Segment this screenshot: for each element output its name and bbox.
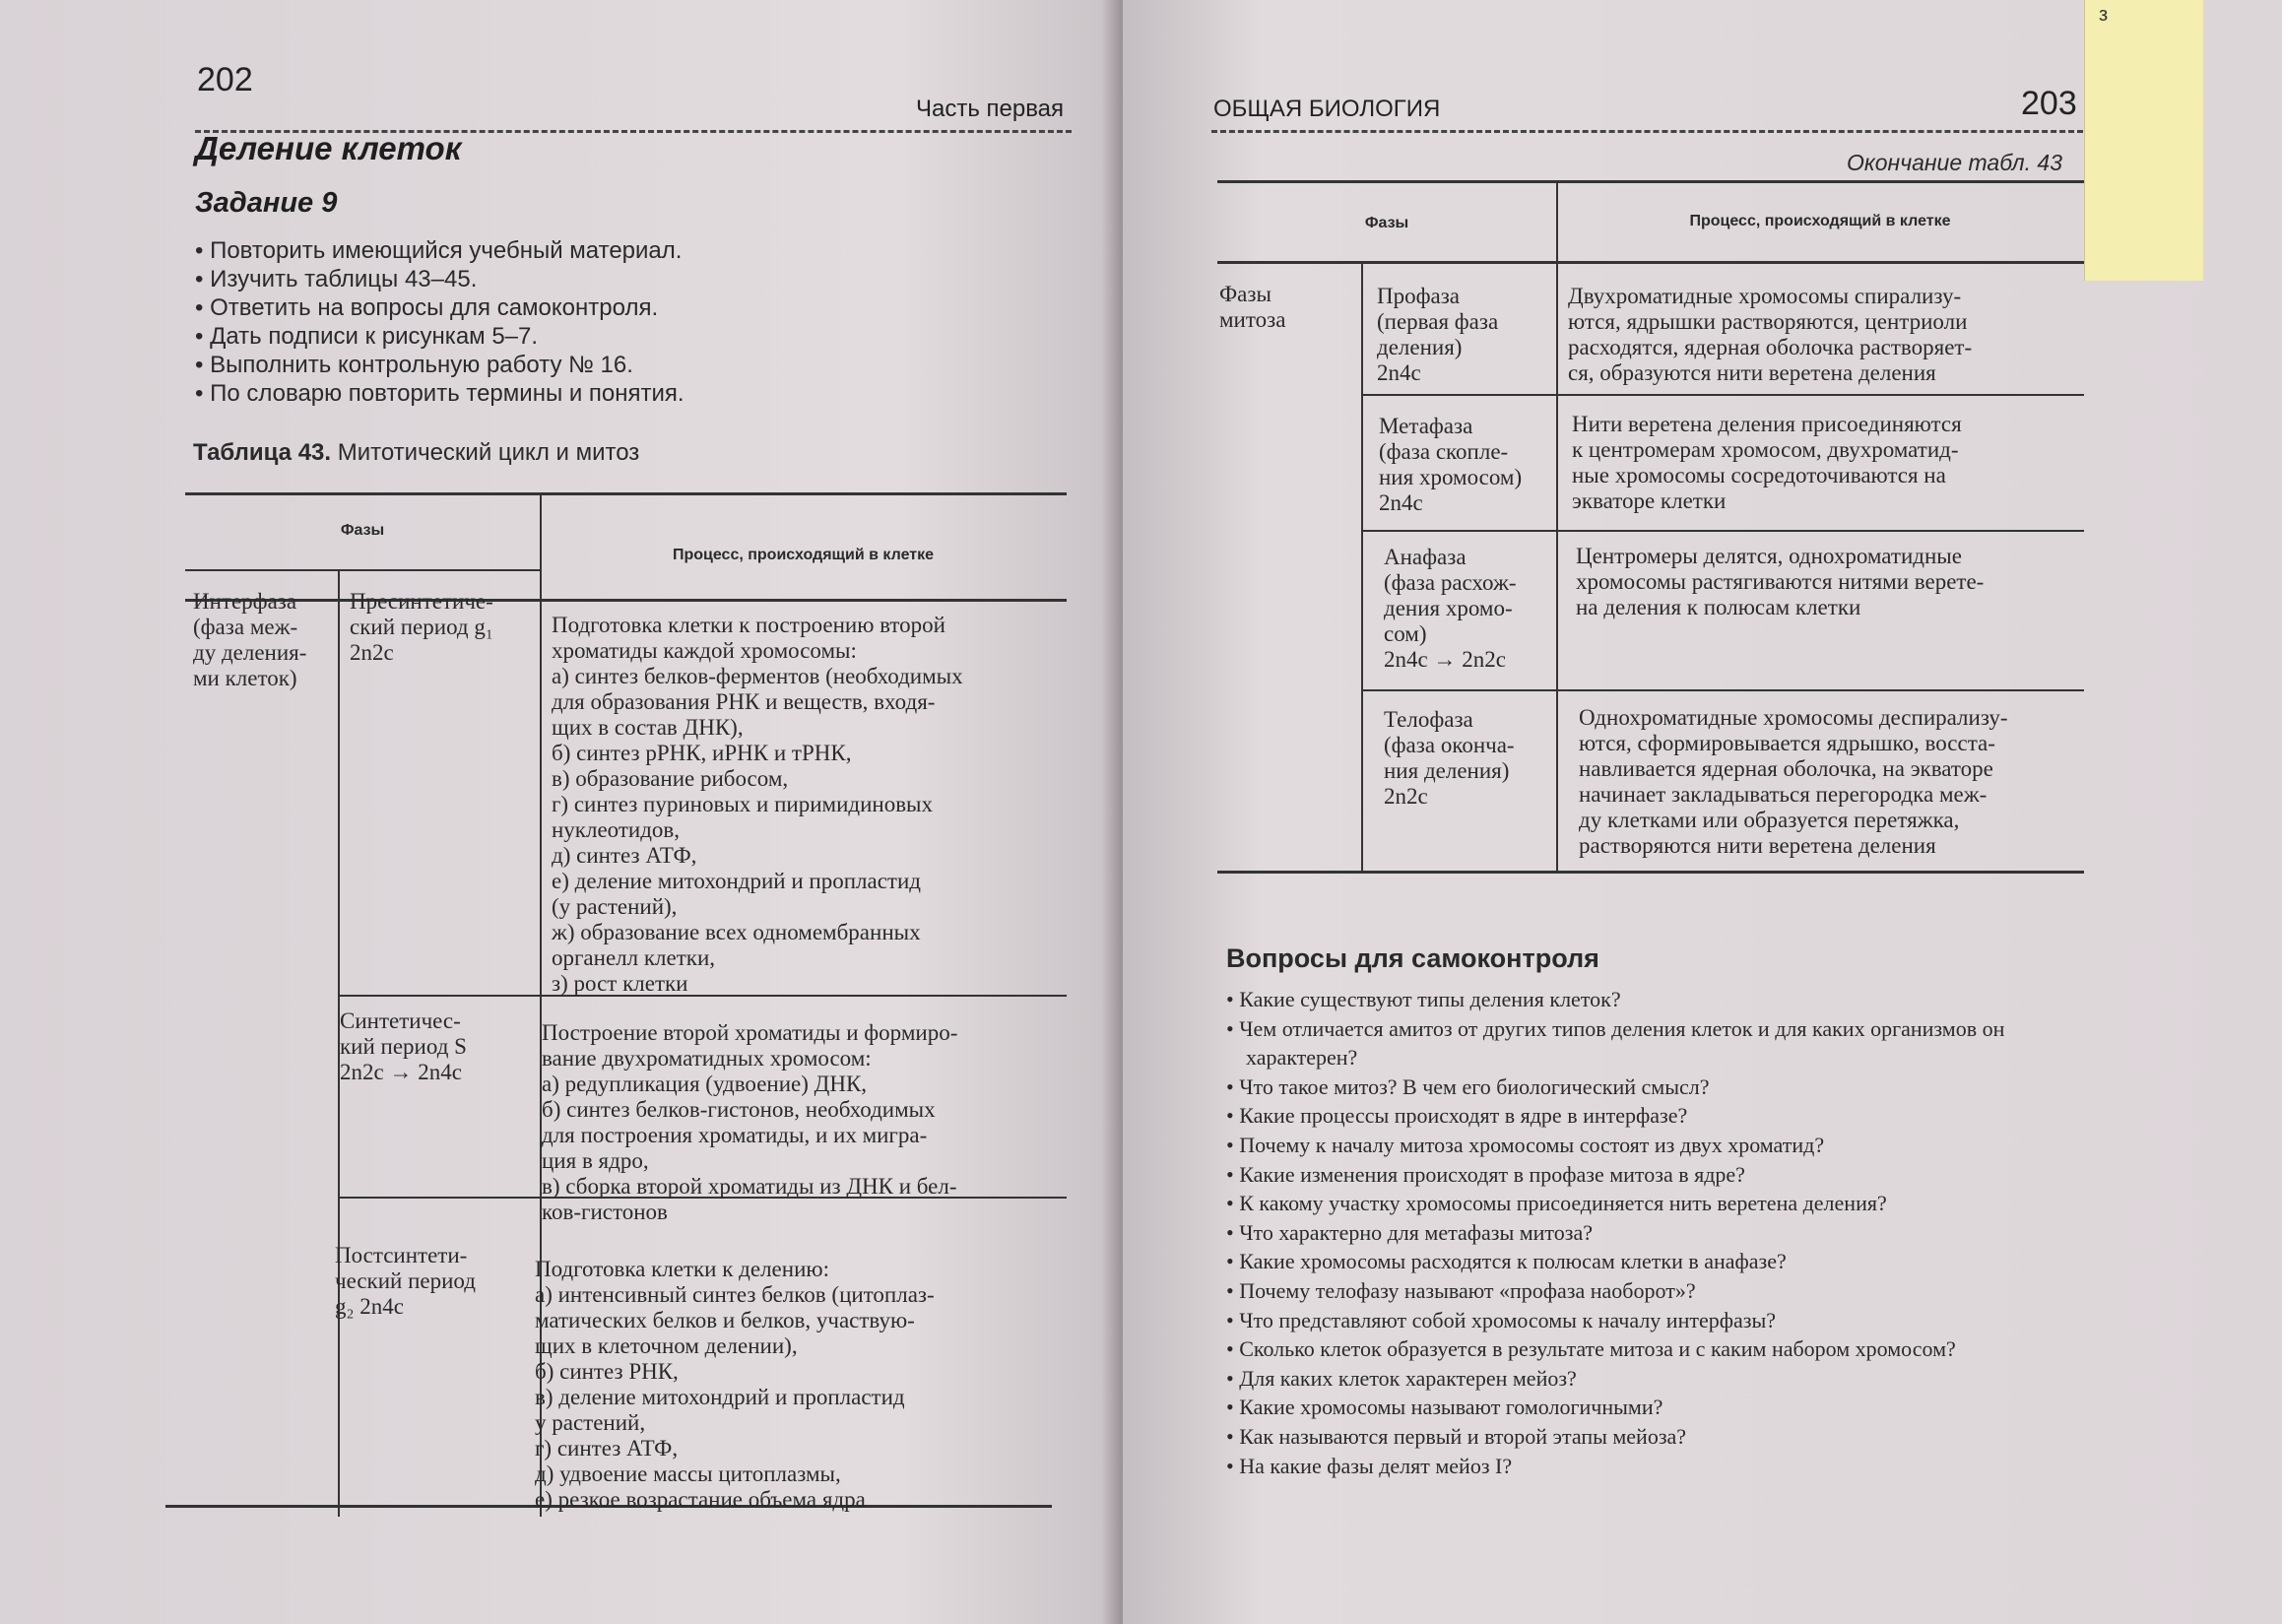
page-number: 202 <box>197 61 253 98</box>
table-row-rule <box>1361 689 2084 691</box>
task-list <box>195 236 1003 408</box>
question-item: • Почему к началу митоза хромосомы состоят из двух хроматид? <box>1226 1131 2093 1160</box>
process-cell: Построение второй хроматиды и формиро- вание двухроматидных хромосом: а) редупликация (удвоение) ДНК, б) синтез белков-гистонов, необходимых для построения хроматиды, и их мигра- ция в ядро, в) сборка второй хроматиды из ДНК и бел- ков-гистонов <box>542 1020 958 1224</box>
question-item: • К какому участку хромосомы присоединяется нить веретена деления? <box>1226 1189 2093 1218</box>
phase-cell: Метафаза (фаза скопле- ния хромосом) 2n4c <box>1379 414 1523 515</box>
sticky-note <box>2084 0 2203 281</box>
question-item: • Сколько клеток образуется в результате митоза и с каким набором хромосом? <box>1226 1334 2093 1364</box>
question-item: • Чем отличается амитоз от других типов деления клеток и для каких организмов он характерен? <box>1226 1014 2093 1072</box>
questions-list <box>1226 985 2093 1480</box>
table-header-divider <box>185 569 540 571</box>
period-cell: Синтетичес- кий период S 2n2c → 2n4c <box>340 1008 467 1084</box>
process-cell: Центромеры делятся, однохроматидные хромосомы растягиваются нитями верете- на деления к полюсам клетки <box>1576 544 1985 619</box>
table-header-phases: Фазы <box>340 522 385 539</box>
task-title: Задание 9 <box>195 187 338 219</box>
phase-interphase: Интерфаза (фаза меж- ду деления- ми клеток) <box>193 589 307 690</box>
sticky-note-text: з <box>2099 4 2109 26</box>
process-cell: Однохроматидные хромосомы деспирализу- ются, сформировывается ядрышко, восста- навливается ядерная оболочка, на экваторе начинает закладываться перегородка меж- ду клетками или образуется перетяжка, растворяются нити веретена деления <box>1579 705 2008 858</box>
phase-cell: Анафаза (фаза расхож- дения хромо- сом) 2n4c → 2n2c <box>1384 545 1517 672</box>
question-item: • Какие хромосомы расходятся к полюсам клетки в анафазе? <box>1226 1247 2093 1276</box>
question-item: • Какие существуют типы деления клеток? <box>1226 985 2093 1014</box>
process-cell: Двухроматидные хромосомы спирализу- ются, ядрышки растворяются, центриоли расходятся, ядерная оболочка растворяет- ся, образуются нити веретена деления <box>1568 284 1973 385</box>
phase-cell: Профаза (первая фаза деления) 2n4c <box>1377 284 1499 385</box>
table-header-process: Процесс, происходящий в клетке <box>1689 213 1951 229</box>
table-caption-text: Митотический цикл и митоз <box>331 439 640 466</box>
table-caption: Окончание табл. 43 <box>1847 150 2062 175</box>
task-item: • Повторить имеющийся учебный материал. <box>195 236 1003 265</box>
period-cell: Пресинтетиче- ский период g₁ 2n2c <box>350 589 493 665</box>
question-item: • Почему телофазу называют «профаза наоборот»? <box>1226 1276 2093 1306</box>
running-head: Часть первая <box>916 96 1065 122</box>
table-row-rule <box>1361 394 2084 396</box>
left-page <box>0 0 1123 1624</box>
task-item: • Ответить на вопросы для самоконтроля. <box>195 293 1003 322</box>
period-cell: Постсинтети- ческий период g₂ 2n4c <box>335 1243 476 1319</box>
question-item: • Какие процессы происходят в ядре в интерфазе? <box>1226 1101 2093 1131</box>
task-item: • Выполнить контрольную работу № 16. <box>195 351 1003 379</box>
question-item: • Как называются первый и второй этапы мейоза? <box>1226 1422 2093 1452</box>
question-item: • Что представляют собой хромосомы к началу интерфазы? <box>1226 1306 2093 1335</box>
table-header-process: Процесс, происходящий в клетке <box>672 547 935 563</box>
question-item: • Какие хромосомы называют гомологичными? <box>1226 1393 2093 1422</box>
table-caption <box>193 439 639 467</box>
section-title: Деление клеток <box>195 130 462 166</box>
running-head: ОБЩАЯ БИОЛОГИЯ <box>1213 96 1441 122</box>
table-top-rule <box>185 492 1067 495</box>
table-bottom-rule <box>1217 871 2084 874</box>
task-item: • По словарю повторить термины и понятия. <box>195 379 1003 408</box>
table-col-divider <box>1361 261 1363 873</box>
question-item: • Что характерно для метафазы митоза? <box>1226 1218 2093 1248</box>
header-rule <box>1211 130 2083 133</box>
table-row-rule <box>1361 530 2084 532</box>
question-item: • Какие изменения происходят в профазе митоза в ядре? <box>1226 1160 2093 1190</box>
questions-title: Вопросы для самоконтроля <box>1226 943 1599 973</box>
table-caption-label: Таблица 43. <box>193 439 332 466</box>
question-item: • На какие фазы делят мейоз I? <box>1226 1452 2093 1481</box>
question-item: • Что такое митоз? В чем его биологический смысл? <box>1226 1072 2093 1102</box>
page-number: 203 <box>2021 85 2077 122</box>
process-cell: Нити веретена деления присоединяются к центромерам хромосом, двухроматид- ные хромосомы сосредоточиваются на экваторе клетки <box>1572 412 1962 513</box>
process-cell: Подготовка клетки к делению: а) интенсивный синтез белков (цитоплаз- матических белков и белков, участвую- щих в клеточном делении), б) синтез РНК, в) деление митохондрий и пропластид у растений, г) синтез АТФ, д) удвоение массы цитоплазмы, е) резкое возрастание объема ядра <box>535 1257 935 1512</box>
process-cell: Подготовка клетки к построению второй хроматиды каждой хромосомы: а) синтез белков-ферментов (необходимых для образования РНК и веществ, входя- щих в состав ДНК), б) синтез рРНК, иРНК и тРНК, в) образование рибосом, г) синтез пуриновых и пиримидиновых нуклеотидов, д) синтез АТФ, е) деление митохондрий и пропластид (у растений), ж) образование всех одномембранных органелл клетки, з) рост клетки <box>552 613 963 996</box>
table-header-rule <box>1217 261 2084 264</box>
task-item: • Изучить таблицы 43–45. <box>195 265 1003 293</box>
table-top-rule <box>1217 180 2084 183</box>
task-item: • Дать подписи к рисункам 5–7. <box>195 322 1003 351</box>
question-item: • Для каких клеток характерен мейоз? <box>1226 1364 2093 1394</box>
phase-cell: Телофаза (фаза оконча- ния деления) 2n2c <box>1384 707 1515 809</box>
table-header-phases: Фазы <box>1364 215 1409 231</box>
phase-mitosis: Фазы митоза <box>1219 282 1286 332</box>
